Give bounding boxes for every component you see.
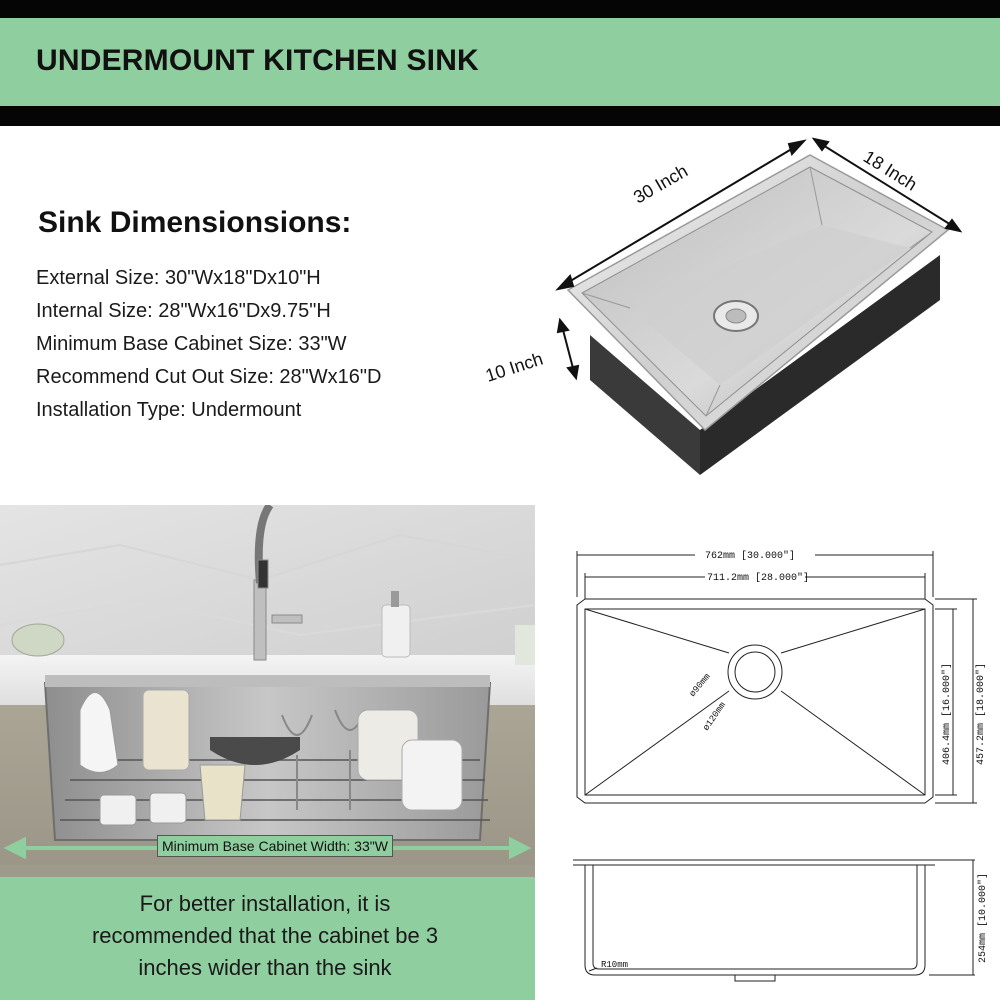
- depth-label: 18 Inch: [859, 146, 921, 195]
- bowl-stack: [402, 740, 462, 810]
- banner-bottom-bar: [0, 106, 1000, 126]
- top-view-inner: [585, 609, 925, 795]
- drain-outer-circle: [728, 645, 782, 699]
- spec-internal-size: Internal Size: 28"Wx16"Dx9.75"H: [36, 300, 331, 322]
- banner-top-bar: [0, 0, 1000, 18]
- canister: [143, 690, 189, 770]
- drain-inner-circle: [735, 652, 775, 692]
- front-view-profile: [585, 865, 925, 975]
- cabinet-width-label: Minimum Base Cabinet Width: 33"W: [157, 835, 393, 857]
- note-line-2: recommended that the cabinet be 3: [91, 923, 439, 948]
- note-line-3: inches wider than the sink: [138, 955, 392, 980]
- spec-cabinet-size: Minimum Base Cabinet Size: 33"W: [36, 333, 347, 355]
- spec-cutout-size: Recommend Cut Out Size: 28"Wx16"D: [36, 366, 382, 388]
- top-view-outline: [577, 599, 933, 803]
- outer-depth-label: 457.2mm [18.000"]: [976, 662, 987, 765]
- installation-note: [60, 888, 470, 984]
- note-line-1: For better installation, it is: [139, 891, 391, 916]
- height-dimension: [558, 320, 578, 378]
- inner-depth-label: 406.4mm [16.000"]: [942, 662, 953, 765]
- radius-label: R10mm: [601, 960, 629, 970]
- technical-drawing: [545, 535, 1000, 990]
- inner-width-label: 711.2mm [28.000"]: [707, 573, 810, 584]
- dimensions-heading: Sink Dimensionsions:: [38, 206, 352, 239]
- spec-list: [36, 262, 381, 427]
- height-label: 10 Inch: [483, 348, 546, 386]
- sink-3d-illustration: [470, 130, 990, 500]
- pitcher: [200, 765, 245, 820]
- height-label-drawing: 254mm [10.000"]: [978, 872, 989, 963]
- drain-inner-label: ø90mm: [687, 671, 713, 699]
- drain-outer-label: ø120mm: [701, 700, 729, 733]
- spec-external-size: External Size: 30"Wx18"Dx10"H: [36, 267, 321, 289]
- spec-installation-type: Installation Type: Undermount: [36, 399, 302, 421]
- outer-width-label: 762mm [30.000"]: [705, 551, 796, 562]
- length-label: 30 Inch: [630, 160, 692, 208]
- page-title: UNDERMOUNT KITCHEN SINK: [36, 44, 479, 77]
